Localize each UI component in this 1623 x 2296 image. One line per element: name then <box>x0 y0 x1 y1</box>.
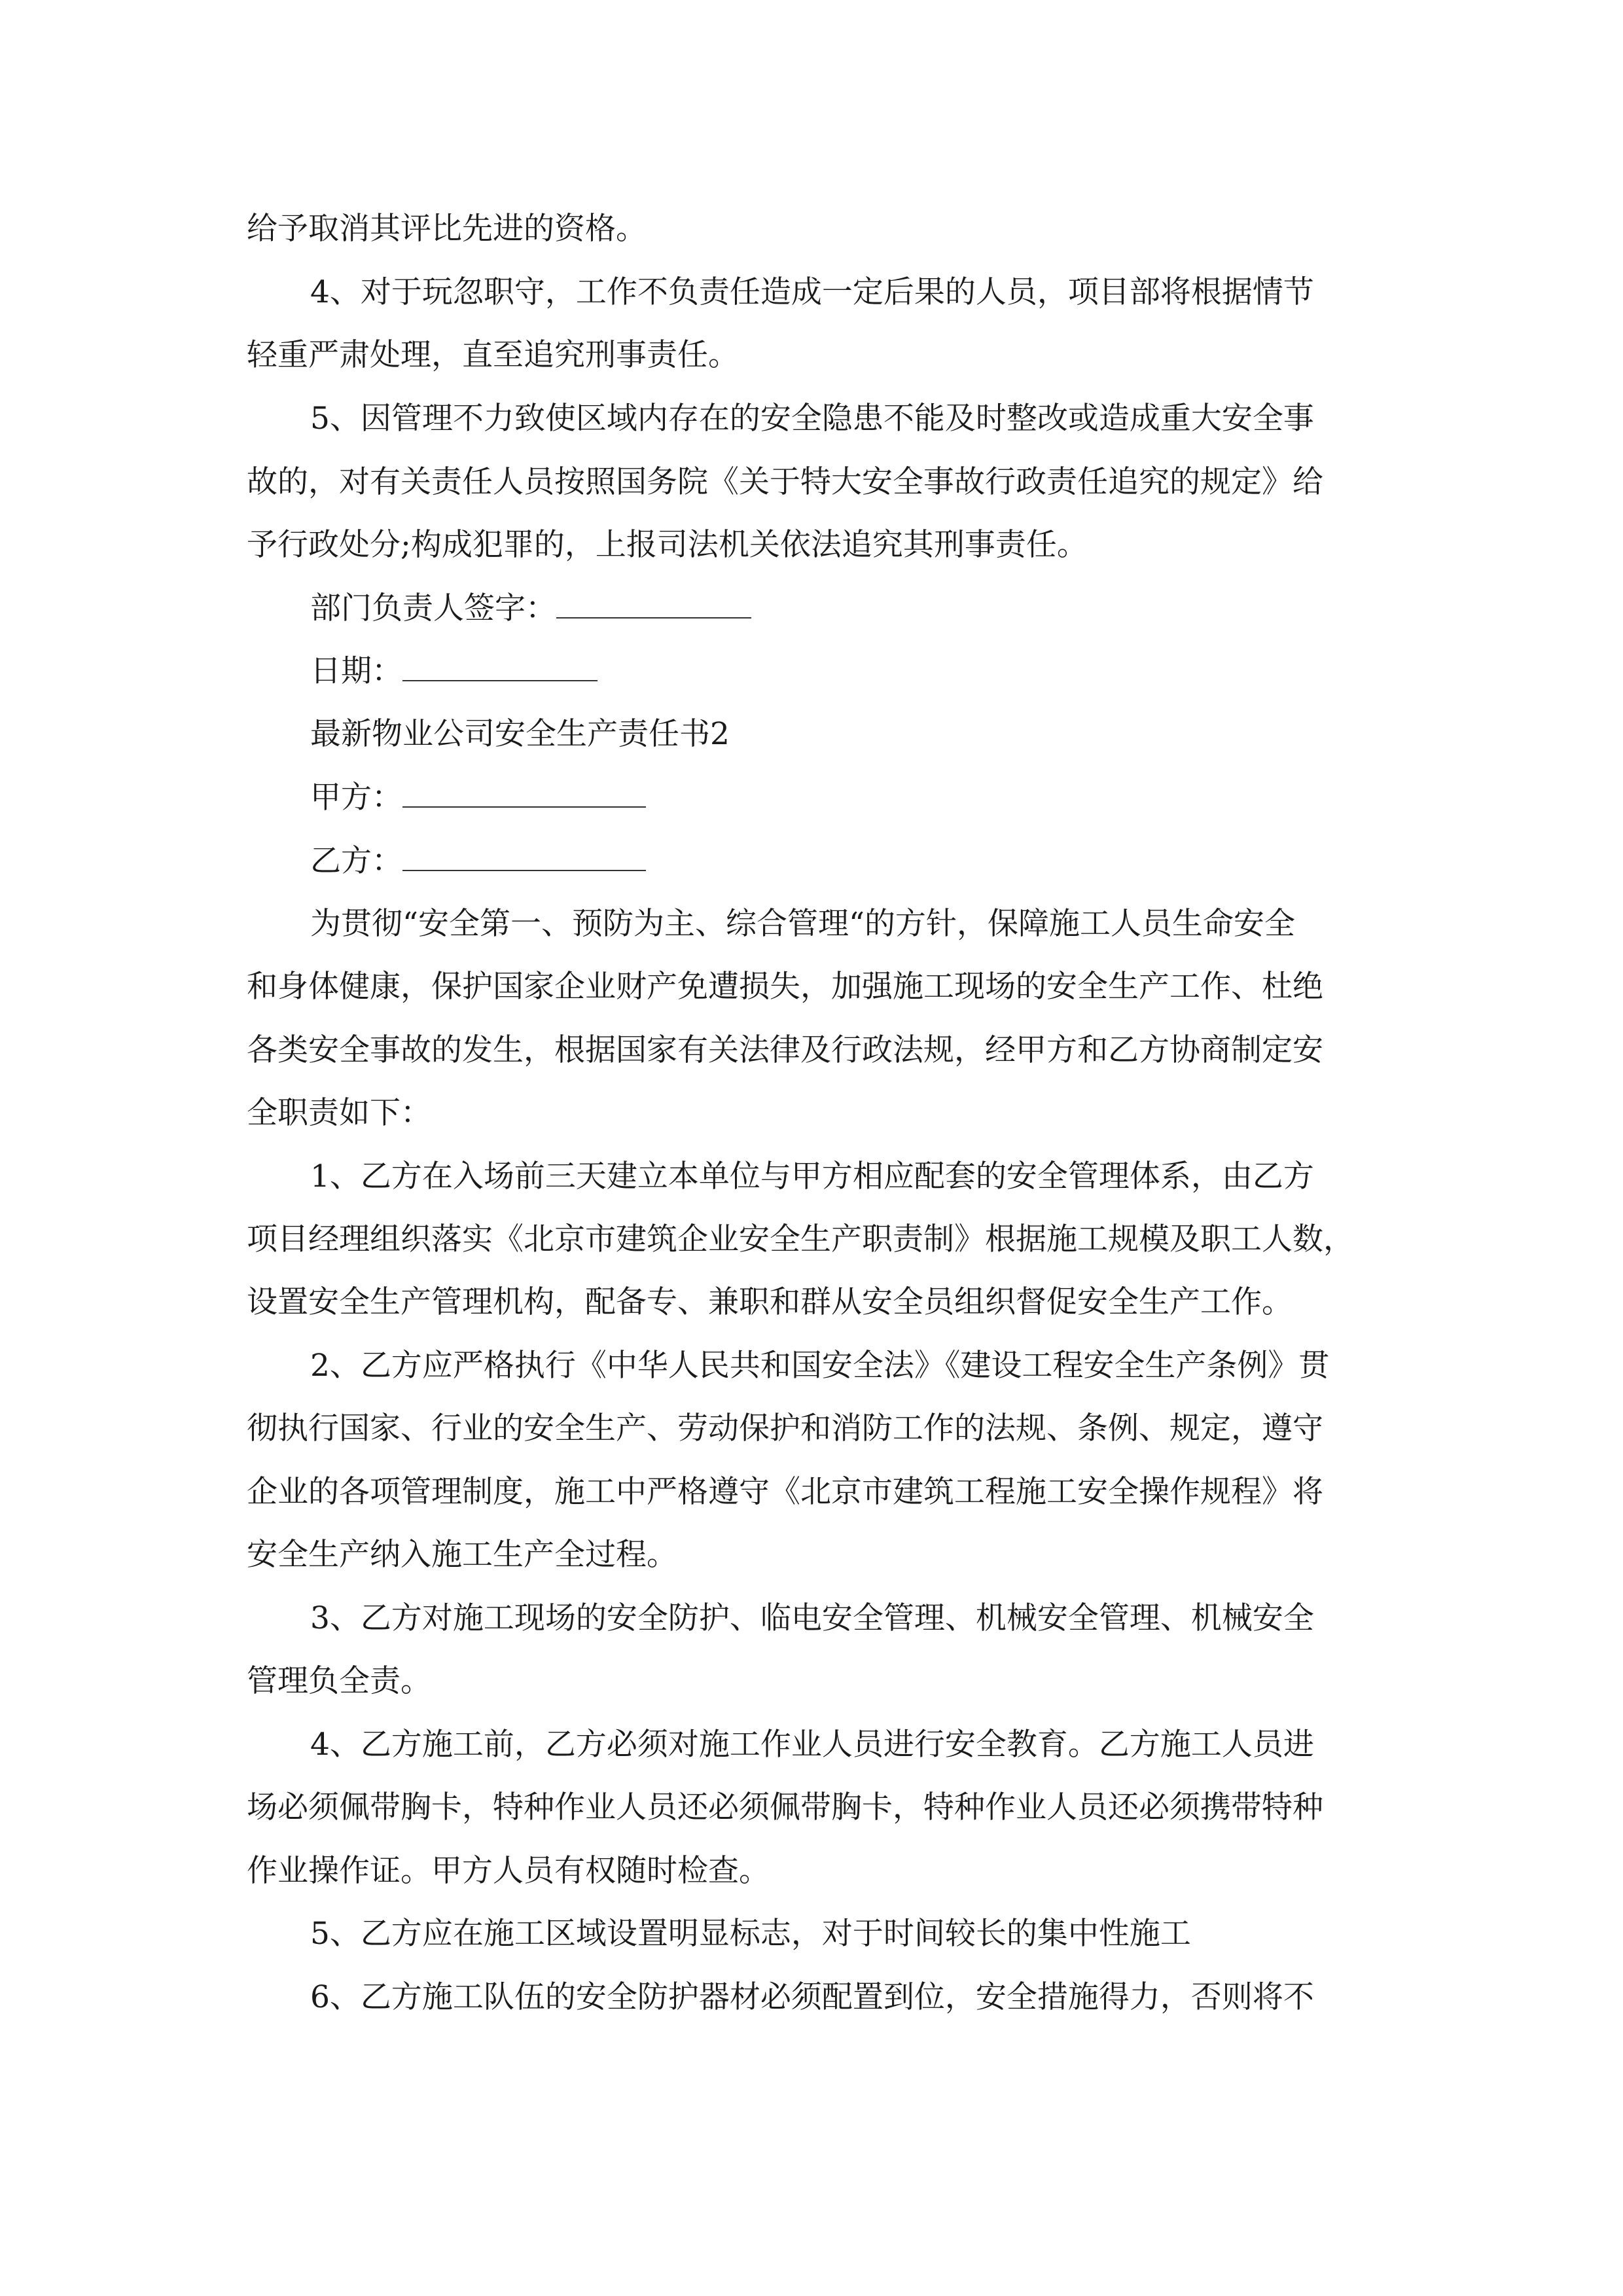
signature-label: 部门负责人签字： <box>310 590 556 626</box>
party-a-row <box>310 778 646 817</box>
body-line: 项目经理组织落实《北京市建筑企业安全生产职责制》根据施工规模及职工人数， <box>247 1221 1354 1257</box>
paragraph-line: 轻重严肃处理，直至追究刑事责任。 <box>247 337 739 373</box>
body-line: 安全生产纳入施工生产全过程。 <box>247 1537 677 1573</box>
body-line: 管理负全责。 <box>247 1663 431 1699</box>
body-line: 5、乙方应在施工区域设置明显标志，对于时间较长的集中性施工 <box>310 1916 1191 1952</box>
body-line: 4、乙方施工前，乙方必须对施工作业人员进行安全教育。乙方施工人员进 <box>310 1727 1314 1763</box>
body-line: 和身体健康，保护国家企业财产免遭损失，加强施工现场的安全生产工作、杜绝 <box>247 969 1323 1005</box>
paragraph-line: 故的，对有关责任人员按照国务院《关于特大安全事故行政责任追究的规定》给 <box>247 464 1323 500</box>
body-line: 各类安全事故的发生，根据国家有关法律及行政法规，经甲方和乙方协商制定安 <box>247 1032 1323 1068</box>
signature-row <box>310 588 751 628</box>
body-line: 为贯彻“安全第一、预防为主、综合管理“的方针，保障施工人员生命安全 <box>310 906 1296 942</box>
date-row <box>310 651 597 691</box>
signature-blank[interactable] <box>556 588 751 619</box>
body-line: 场必须佩带胸卡，特种作业人员还必须佩带胸卡，特种作业人员还必须携带特种 <box>247 1789 1323 1825</box>
body-line: 2、乙方应严格执行《中华人民共和国安全法》《建设工程安全生产条例》贯 <box>310 1348 1330 1384</box>
body-line: 1、乙方在入场前三天建立本单位与甲方相应配套的安全管理体系，由乙方 <box>310 1158 1314 1194</box>
party-a-blank[interactable] <box>402 778 646 808</box>
section-title: 最新物业公司安全生产责任书2 <box>310 716 730 752</box>
paragraph-line: 4、对于玩忽职守，工作不负责任造成一定后果的人员，项目部将根据情节 <box>310 274 1314 310</box>
paragraph-line: 给予取消其评比先进的资格。 <box>247 211 647 247</box>
paragraph-line: 5、因管理不力致使区域内存在的安全隐患不能及时整改或造成重大安全事 <box>310 401 1314 437</box>
party-b-blank[interactable] <box>402 841 646 871</box>
body-line: 作业操作证。甲方人员有权随时检查。 <box>247 1853 770 1889</box>
date-label: 日期： <box>310 653 402 689</box>
party-b-row <box>310 841 646 881</box>
body-line: 3、乙方对施工现场的安全防护、临电安全管理、机械安全管理、机械安全 <box>310 1600 1314 1636</box>
body-line: 彻执行国家、行业的安全生产、劳动保护和消防工作的法规、条例、规定，遵守 <box>247 1410 1323 1446</box>
body-line: 设置安全生产管理机构，配备专、兼职和群从安全员组织督促安全生产工作。 <box>247 1284 1293 1320</box>
party-b-label: 乙方： <box>310 843 402 879</box>
body-line: 全职责如下： <box>247 1095 431 1131</box>
body-line: 企业的各项管理制度，施工中严格遵守《北京市建筑工程施工安全操作规程》将 <box>247 1474 1323 1510</box>
body-line: 6、乙方施工队伍的安全防护器材必须配置到位，安全措施得力，否则将不 <box>310 1979 1314 2015</box>
paragraph-line: 予行政处分;构成犯罪的，上报司法机关依法追究其刑事责任。 <box>247 527 1088 563</box>
party-a-label: 甲方： <box>310 780 402 816</box>
date-blank[interactable] <box>402 651 597 681</box>
